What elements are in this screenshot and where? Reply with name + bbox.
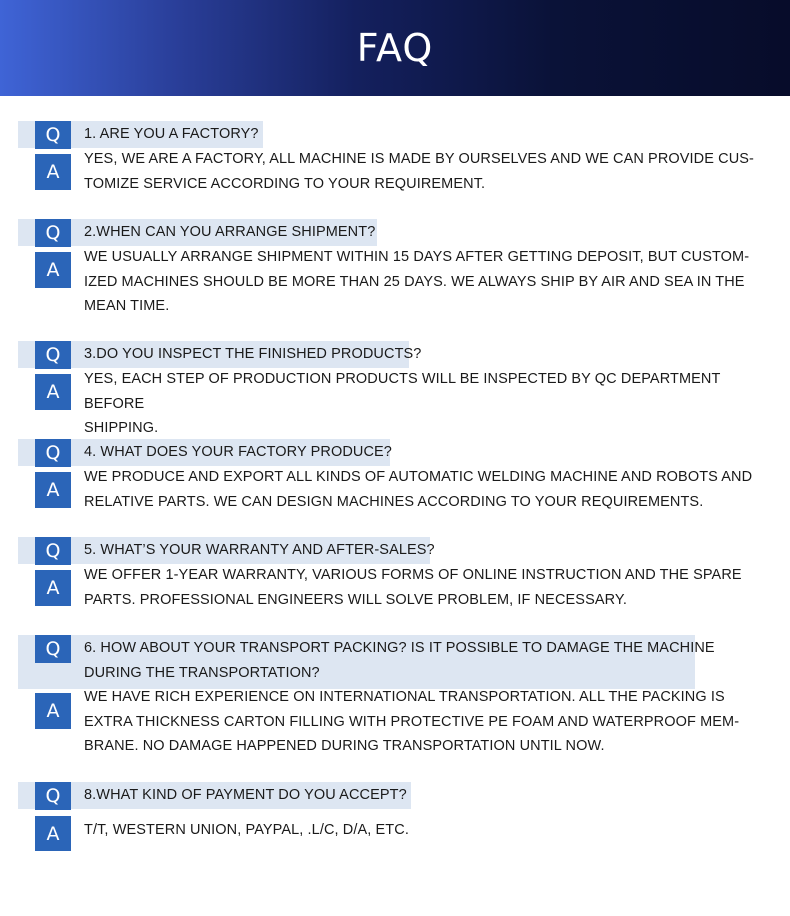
a-badge: A [35,816,71,851]
answer-text: T/T, WESTERN UNION, PAYPAL, .L/C, D/A, ETC. [84,822,409,838]
answer-text: WE USUALLY ARRANGE SHIPMENT WITHIN 15 DAYS AFTER GETTING DEPOSIT, BUT CUSTOM- IZED MACHINES SHOULD BE MORE THAN 25 DAYS. WE ALWAYS SHIP BY AIR AND SEA IN THE MEAN TIME. [84,249,750,314]
question-text: 2.WHEN CAN YOU ARRANGE SHIPMENT? [84,224,376,240]
question-text: 5. WHAT’S YOUR WARRANTY AND AFTER-SALES? [84,542,435,558]
q-badge: Q [35,782,71,810]
faq-item-2 [18,219,778,319]
answer-text: YES, EACH STEP OF PRODUCTION PRODUCTS WILL BE INSPECTED BY QC DEPARTMENT BEFORE SHIPPING. [84,371,721,436]
question-text: 4. WHAT DOES YOUR FACTORY PRODUCE? [84,444,392,460]
a-badge: A [35,570,71,606]
question-text: 8.WHAT KIND OF PAYMENT DO YOU ACCEPT? [84,787,407,803]
faq-item-5 [18,537,778,612]
faq-item-8 [18,782,778,852]
faq-item-6 [18,635,778,760]
question-text: 1. ARE YOU A FACTORY? [84,126,259,142]
answer-text: WE PRODUCE AND EXPORT ALL KINDS OF AUTOMATIC WELDING MACHINE AND ROBOTS AND RELATIVE PARTS. WE CAN DESIGN MACHINES ACCORDING TO YOUR REQUIREMENTS. [84,469,753,510]
faq-item-1 [18,121,778,196]
a-badge: A [35,374,71,410]
page-title: FAQ [356,26,434,70]
answer-text: WE OFFER 1-YEAR WARRANTY, VARIOUS FORMS OF ONLINE INSTRUCTION AND THE SPARE PARTS. PROFESSIONAL ENGINEERS WILL SOLVE PROBLEM, IF NECESSARY. [84,567,742,608]
faq-item-4 [18,439,778,514]
question-text: 6. HOW ABOUT YOUR TRANSPORT PACKING? IS IT POSSIBLE TO DAMAGE THE MACHINE DURING THE TRANSPORTATION? [84,640,715,681]
q-badge: Q [35,121,71,149]
a-badge: A [35,693,71,729]
question-text: 3.DO YOU INSPECT THE FINISHED PRODUCTS? [84,346,422,362]
q-badge: Q [35,341,71,369]
a-badge: A [35,472,71,508]
q-badge: Q [35,635,71,663]
q-badge: Q [35,219,71,247]
answer-text: YES, WE ARE A FACTORY, ALL MACHINE IS MADE BY OURSELVES AND WE CAN PROVIDE CUS- TOMIZE SERVICE ACCORDING TO YOUR REQUIREMENT. [84,151,754,192]
answer-text: WE HAVE RICH EXPERIENCE ON INTERNATIONAL TRANSPORTATION. ALL THE PACKING IS EXTRA THICKNESS CARTON FILLING WITH PROTECTIVE PE FOAM AND WATERPROOF MEM- BRANE. NO DAMAGE HAPPENED DURING TRANSPORTATION UNTIL NOW. [84,689,740,754]
q-badge: Q [35,439,71,467]
faq-item-3 [18,341,778,436]
q-badge: Q [35,537,71,565]
a-badge: A [35,154,71,190]
a-badge: A [35,252,71,288]
